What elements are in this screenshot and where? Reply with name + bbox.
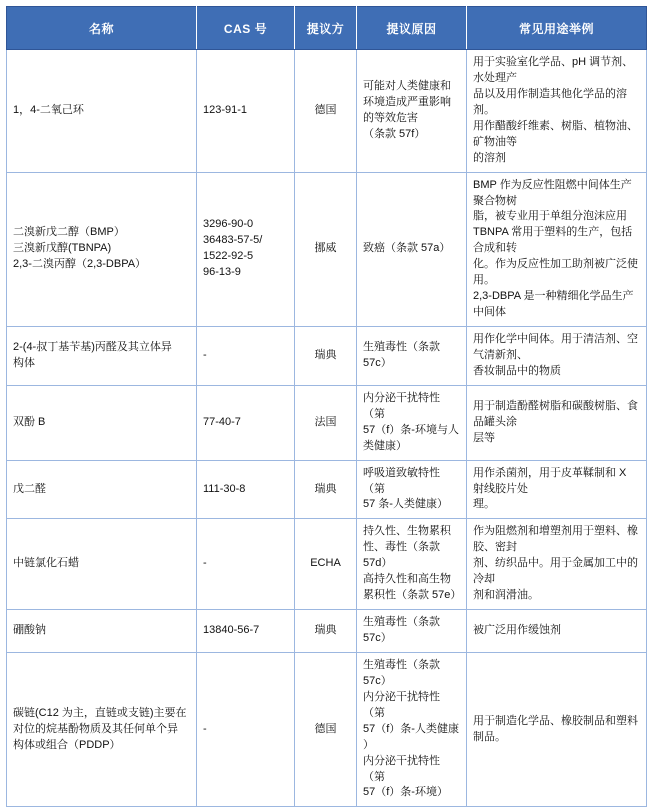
cell-cas-number: [197, 385, 295, 460]
cell-substance-name-line: 戊二醛: [13, 482, 46, 495]
cell-substance-name-line: 构体或组合（PDDP）: [13, 738, 121, 751]
cell-reason: [357, 610, 467, 653]
cell-reason-line: 累积性（条款 57e）: [363, 589, 462, 602]
cell-reason: [357, 172, 467, 326]
cell-use-example-line: 用于制造化学品、橡胶制品和塑料制品。: [473, 714, 638, 743]
column-header-name: 名称: [7, 7, 197, 50]
column-header-reason: 提议原因: [357, 7, 467, 50]
table-row: [7, 172, 647, 326]
cell-proposer: 法国: [295, 385, 357, 460]
cell-reason-line: 呼吸道致敏特性（第: [363, 466, 440, 495]
cell-use-example-line: 剂、纺织品中。用于金属加工中的冷却: [473, 557, 638, 586]
substance-table: [6, 6, 647, 807]
cell-cas-number: [197, 172, 295, 326]
cell-use-example-line: 品以及用作制造其他化学品的溶剂。: [473, 87, 627, 116]
cell-cas-number: [197, 519, 295, 610]
column-header-proposer: 提议方: [295, 7, 357, 50]
table-header-row: [7, 7, 647, 50]
table-row: [7, 519, 647, 610]
cell-reason-line: （条款 57f）: [363, 127, 426, 140]
cell-cas-number-line: -: [203, 348, 207, 361]
table-row: [7, 50, 647, 173]
column-header-use: 常见用途举例: [467, 7, 647, 50]
cell-reason: [357, 652, 467, 806]
cell-cas-number-line: 96-13-9: [203, 266, 241, 279]
cell-reason-line: 生殖毒性（条款: [363, 616, 440, 629]
cell-reason-line: 环境造成严重影响: [363, 95, 451, 108]
cell-proposer: 瑞典: [295, 460, 357, 519]
cell-reason-line: 致癌（条款 57a）: [363, 242, 451, 255]
cell-use-example-line: 用于制造酚醛树脂和碳酸树脂、食品罐头涂: [473, 399, 638, 428]
cell-use-example: [467, 50, 647, 173]
cell-proposer: ECHA: [295, 519, 357, 610]
cell-substance-name: [7, 460, 197, 519]
cell-use-example: [467, 172, 647, 326]
cell-use-example-line: 层等: [473, 431, 495, 444]
cell-substance-name: [7, 652, 197, 806]
cell-reason-line: 57 条-人类健康）: [363, 498, 448, 511]
cell-use-example: [467, 385, 647, 460]
cell-reason-line: 57（f）条-人类健康: [363, 722, 459, 735]
cell-reason-line: ）: [363, 738, 374, 751]
cell-use-example-line: 的溶剂: [473, 151, 506, 164]
cell-reason-line: 内分泌干扰特性（第: [363, 690, 440, 719]
cell-reason-line: 类健康）: [363, 439, 407, 452]
cell-cas-number-line: 111-30-8: [203, 482, 246, 495]
cell-substance-name-line: 构体: [13, 356, 35, 369]
cell-substance-name-line: 双酚 B: [13, 415, 46, 428]
cell-use-example-line: 用于实验室化学品、pH 调节剂、水处理产: [473, 56, 634, 84]
cell-use-example-line: 化。作为反应性加工助剂被广泛使用。: [473, 258, 638, 287]
cell-cas-number-line: -: [203, 557, 207, 570]
cell-substance-name-line: 1，4-二氧己环: [13, 103, 84, 116]
cell-cas-number: [197, 327, 295, 386]
cell-substance-name-line: 二溴新戊二醇（BMP）: [13, 226, 125, 239]
cell-reason-line: 57（f）条-环境与人: [363, 423, 459, 436]
cell-substance-name-line: 三溴新戊醇(TBNPA): [13, 242, 112, 255]
cell-cas-number: [197, 652, 295, 806]
cell-cas-number-line: 77-40-7: [203, 415, 241, 428]
cell-use-example-line: 被广泛用作缓蚀剂: [473, 624, 561, 637]
table-body: [7, 50, 647, 807]
cell-reason-line: 57d）: [363, 557, 393, 570]
cell-substance-name: [7, 385, 197, 460]
cell-reason-line: 高持久性和高生物: [363, 573, 451, 586]
cell-cas-number-line: 36483-57-5/: [203, 234, 263, 247]
cell-cas-number-line: -: [203, 722, 207, 735]
column-header-cas: CAS 号: [197, 7, 295, 50]
cell-reason-line: 57（f）条-环境）: [363, 786, 448, 799]
cell-proposer: 德国: [295, 50, 357, 173]
cell-substance-name-line: 碳链(C12 为主，直链或支链)主要在: [13, 706, 187, 719]
cell-substance-name: [7, 50, 197, 173]
cell-use-example-line: 用作化学中间体。用于清洁剂、空气清新剂、: [473, 333, 638, 361]
cell-use-example: [467, 327, 647, 386]
cell-substance-name-line: 2,3-二溴丙醇（2,3-DBPA）: [13, 258, 147, 271]
cell-proposer: 德国: [295, 652, 357, 806]
cell-cas-number: [197, 460, 295, 519]
cell-substance-name-line: 2-(4-叔丁基苄基)丙醛及其立体异: [13, 340, 172, 353]
cell-substance-name: [7, 172, 197, 326]
table-row: [7, 327, 647, 386]
cell-reason: [357, 50, 467, 173]
cell-reason-line: 57c）: [363, 356, 392, 369]
cell-reason-line: 生殖毒性（条款: [363, 658, 440, 671]
cell-reason-line: 性、毒性（条款: [363, 541, 440, 554]
table-header: [7, 7, 647, 50]
table-row: [7, 385, 647, 460]
cell-reason-line: 持久性、生物累积: [363, 525, 451, 538]
cell-use-example-line: BMP 作为反应性阻燃中间体生产聚合物树: [473, 178, 632, 207]
cell-substance-name: [7, 610, 197, 653]
cell-reason-line: 57c）: [363, 674, 392, 687]
cell-use-example-line: 作为阻燃剂和增塑剂用于塑料、橡胶、密封: [473, 525, 638, 554]
cell-reason: [357, 460, 467, 519]
cell-cas-number-line: 123-91-1: [203, 103, 248, 116]
cell-proposer: 瑞典: [295, 610, 357, 653]
cell-use-example-line: 理。: [473, 498, 495, 511]
cell-use-example-line: 脂，被专业用于单组分泡沫应用: [473, 210, 627, 223]
cell-use-example: [467, 460, 647, 519]
table-row: [7, 652, 647, 806]
cell-use-example: [467, 610, 647, 653]
cell-use-example-line: 用作杀菌剂，用于皮革鞣制和 X 射线胶片处: [473, 466, 627, 495]
cell-reason-line: 内分泌干扰特性（第: [363, 391, 440, 420]
cell-reason-line: 的等效危害: [363, 111, 418, 124]
cell-cas-number: [197, 610, 295, 653]
cell-reason-line: 内分泌干扰特性（第: [363, 754, 440, 783]
cell-cas-number-line: 13840-56-7: [203, 624, 260, 637]
cell-reason: [357, 327, 467, 386]
cell-proposer: 挪威: [295, 172, 357, 326]
cell-use-example-line: 剂和润滑油。: [473, 589, 539, 602]
cell-substance-name: [7, 327, 197, 386]
cell-use-example-line: 2,3-DBPA 是一种精细化学品生产中间体: [473, 290, 634, 319]
cell-use-example-line: 用作醋酸纤维素、树脂、植物油、矿物油等: [473, 119, 638, 148]
cell-reason: [357, 519, 467, 610]
cell-substance-name: [7, 519, 197, 610]
cell-cas-number: [197, 50, 295, 173]
cell-substance-name-line: 对位的烷基酚物质及其任何单个异: [13, 722, 178, 735]
cell-cas-number-line: 3296-90-0: [203, 218, 254, 231]
cell-reason: [357, 385, 467, 460]
cell-use-example: [467, 652, 647, 806]
table-row: [7, 610, 647, 653]
cell-substance-name-line: 中链氯化石蜡: [13, 557, 79, 570]
cell-proposer: 瑞典: [295, 327, 357, 386]
cell-use-example-line: 香妆制品中的物质: [473, 364, 561, 377]
cell-use-example-line: TBNPA 常用于塑料的生产，包括合成和转: [473, 226, 633, 255]
table-row: [7, 460, 647, 519]
cell-cas-number-line: 1522-92-5: [203, 250, 254, 263]
cell-use-example: [467, 519, 647, 610]
cell-reason-line: 57c）: [363, 632, 392, 644]
cell-reason-line: 生殖毒性（条款: [363, 340, 440, 353]
cell-substance-name-line: 硼酸钠: [13, 624, 46, 637]
cell-reason-line: 可能对人类健康和: [363, 79, 451, 92]
